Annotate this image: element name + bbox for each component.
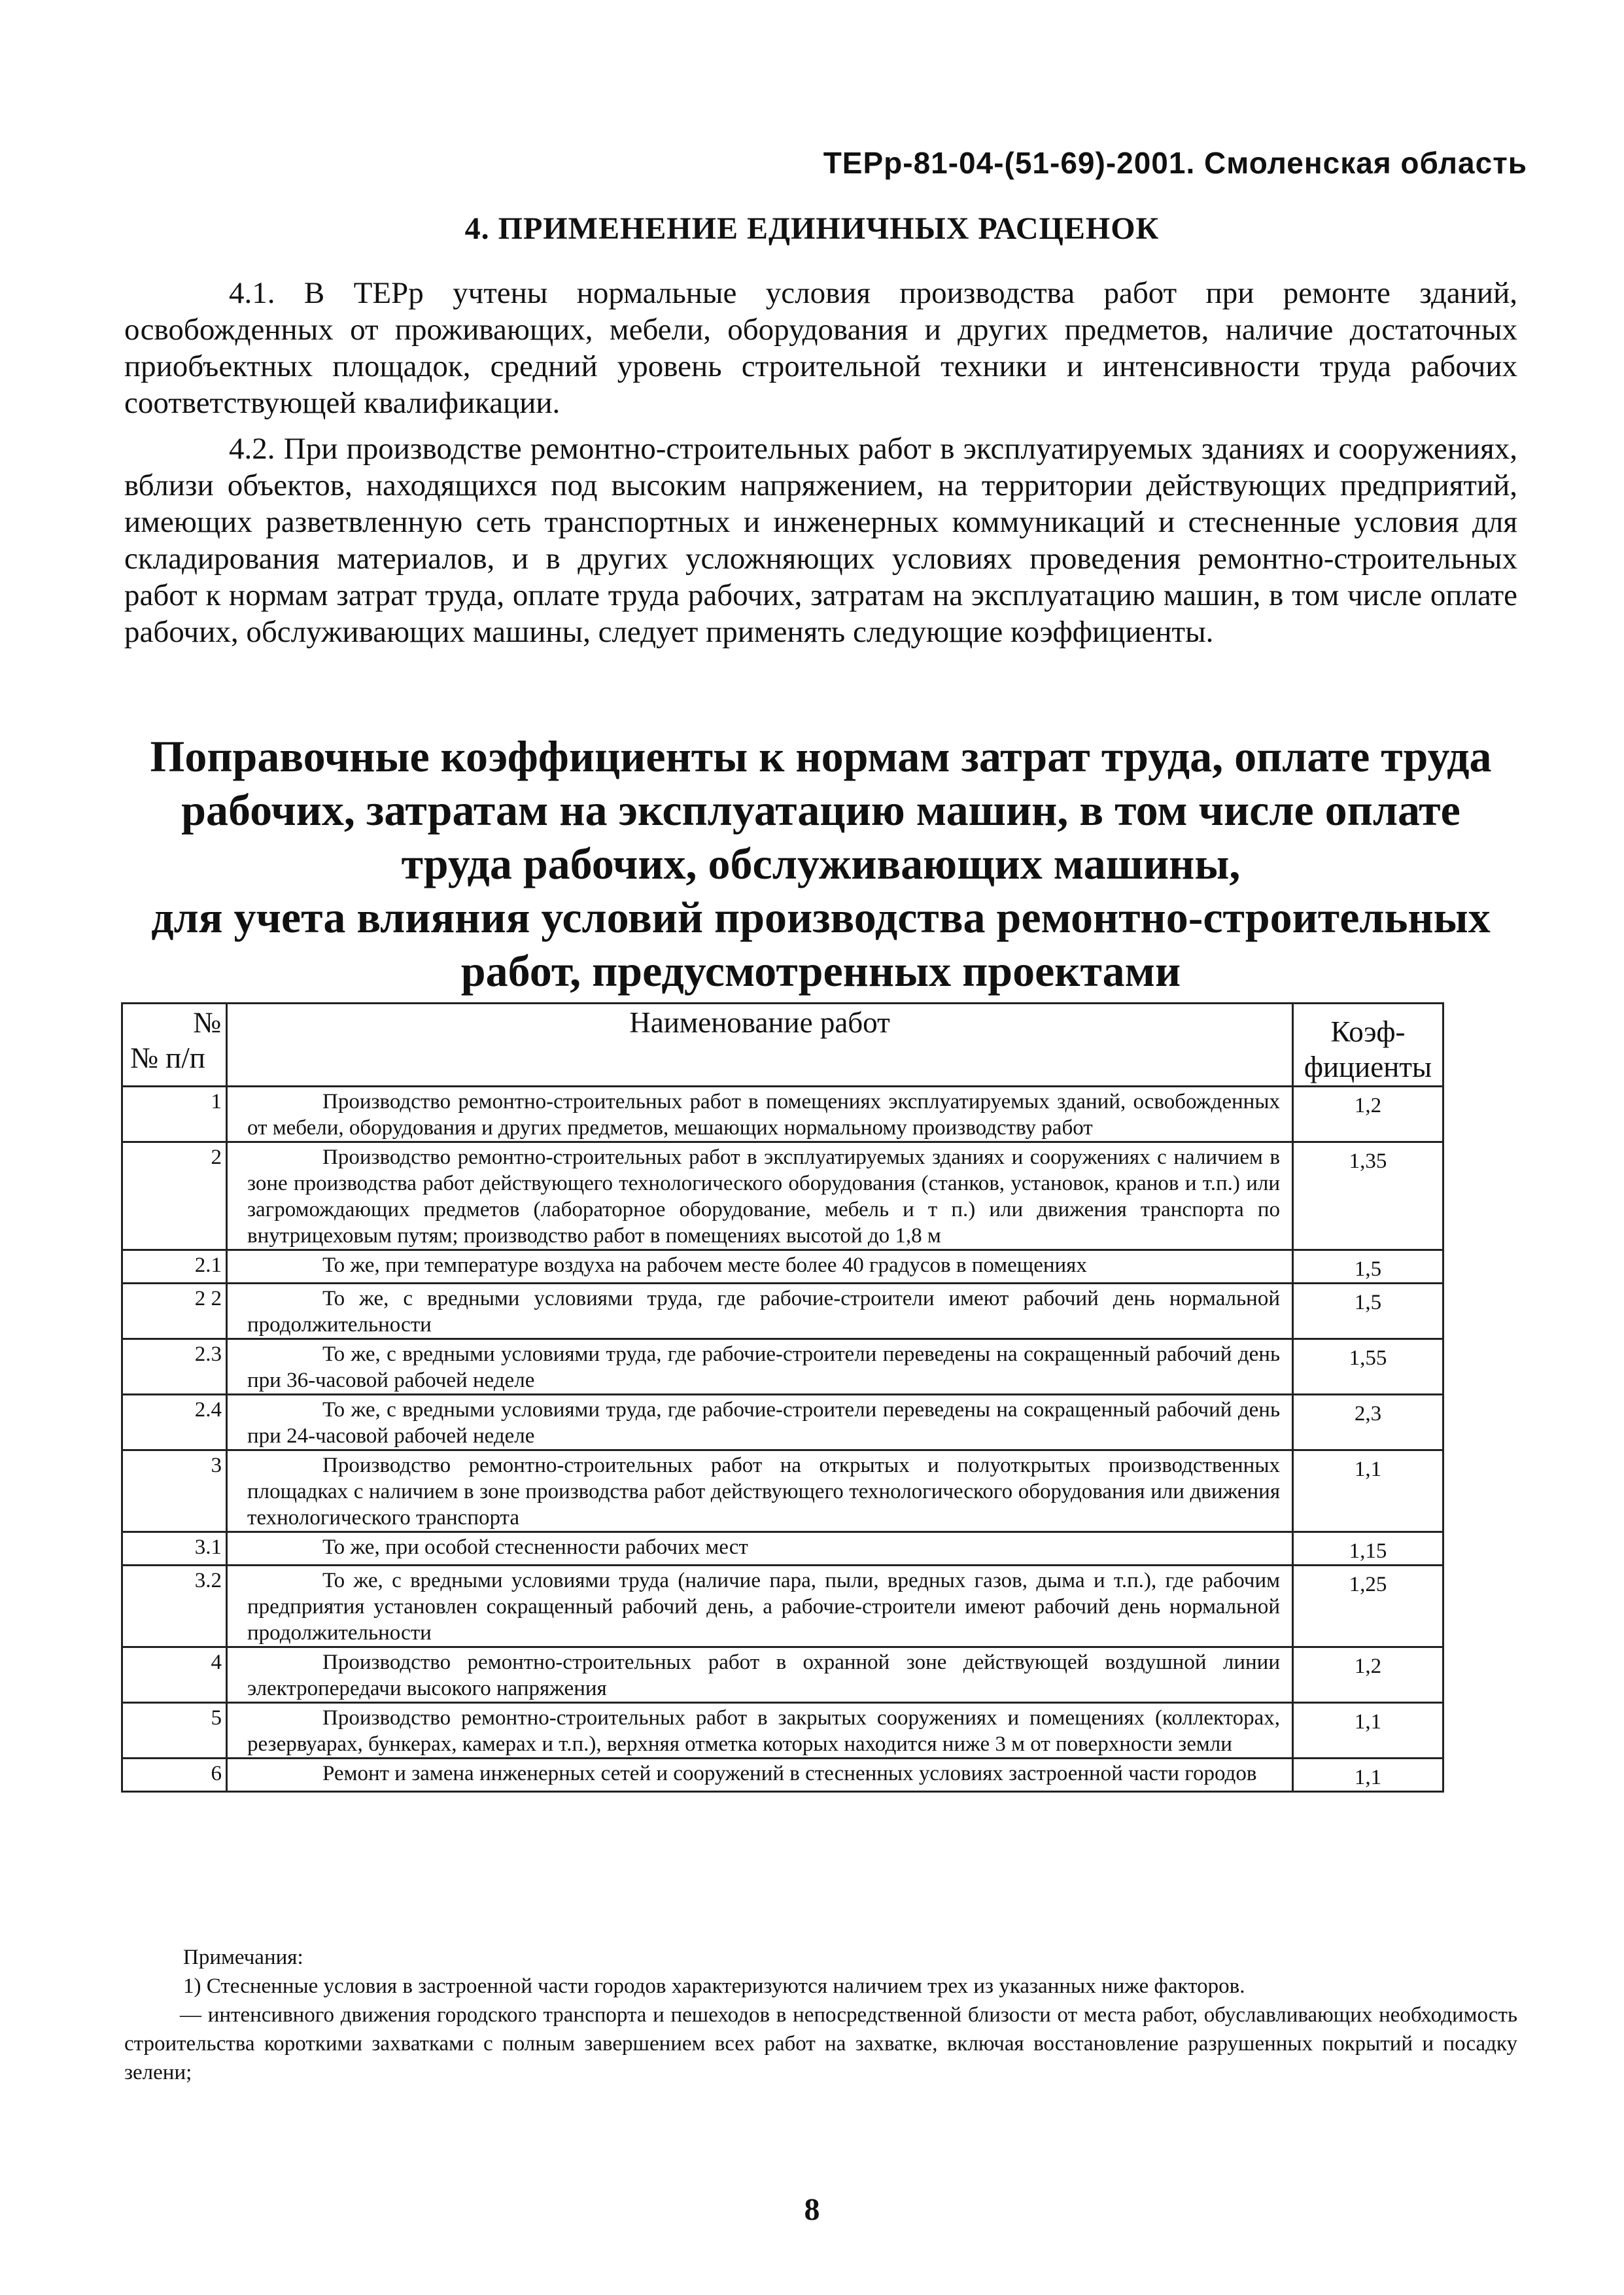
row-work-text: То же, при температуре воздуха на рабочем месте более 40 градусов в помещениях	[322, 1253, 1087, 1277]
row-work-text: То же, с вредными условиями труда, где рабочие-строители переведены на сокращенный рабочий день при 24-часовой рабочей неделе	[247, 1398, 1280, 1448]
row-work-name	[227, 1759, 1293, 1792]
table-row	[122, 1284, 1443, 1339]
note-item-dash: — интенсивного движения городского транспорта и пешеходов в непосредственной близости от места работ, обуславливающих необходимость строительства короткими захватками с полным завершением всех работ на захватке, включая восстановление разрушенных покрытий и посадку зелени;	[124, 2003, 1517, 2084]
row-number: 1	[122, 1087, 227, 1142]
table-row	[122, 1532, 1443, 1566]
document-region: Смоленская область	[1204, 146, 1527, 180]
row-coefficient: 1,35	[1293, 1142, 1443, 1250]
row-coefficient: 1,15	[1293, 1532, 1443, 1566]
table-row	[122, 1250, 1443, 1284]
table-title-line: Поправочные коэффициенты к нормам затрат труда, оплате труда	[150, 731, 1492, 781]
table-row	[122, 1395, 1443, 1450]
column-header-coefficient	[1293, 1004, 1443, 1087]
paragraph-4-1: 4.1. В ТЕРр учтены нормальные условия производства работ при ремонте зданий, освобожденных от проживающих, мебели, оборудования и других предметов, наличие достаточных приобъектных площадок, средний уровень строительной техники и интенсивности труда рабочих соответствующей квалификации.	[124, 276, 1517, 420]
column-header-number	[122, 1004, 227, 1087]
row-work-name	[227, 1250, 1293, 1284]
row-work-name	[227, 1703, 1293, 1759]
row-coefficient: 1,1	[1293, 1703, 1443, 1759]
row-coefficient: 1,5	[1293, 1284, 1443, 1339]
table-row	[122, 1759, 1443, 1792]
table-row	[122, 1142, 1443, 1250]
row-number: 3	[122, 1450, 227, 1532]
coefficients-table	[121, 1002, 1444, 1793]
table-title-line: работ, предусмотренных проектами	[460, 946, 1181, 996]
row-number: 2.3	[122, 1339, 227, 1395]
body-text	[124, 275, 1517, 659]
table-row	[122, 1703, 1443, 1759]
column-header-name: Наименование работ	[227, 1004, 1293, 1087]
row-work-name	[227, 1395, 1293, 1450]
row-coefficient: 1,2	[1293, 1647, 1443, 1703]
row-work-text: То же, с вредными условиями труда, где рабочие-строители переведены на сокращенный рабочий день при 36-часовой рабочей неделе	[247, 1342, 1280, 1392]
row-coefficient: 1,25	[1293, 1566, 1443, 1647]
row-coefficient: 2,3	[1293, 1395, 1443, 1450]
table-title-line: труда рабочих, обслуживающих машины,	[401, 839, 1241, 888]
row-number: 2.1	[122, 1250, 227, 1284]
row-work-text: Производство ремонтно-строительных работ в закрытых сооружениях и помещениях (коллекторах, резервуарах, бункерах, камерах и т.п.), верхняя отметка которых находится ниже 3 м от поверхности земли	[247, 1706, 1280, 1756]
table-title-line: для учета влияния условий производства ремонтно-строительных	[151, 892, 1491, 942]
notes-section	[124, 1943, 1517, 2087]
row-work-name	[227, 1566, 1293, 1647]
row-work-name	[227, 1284, 1293, 1339]
table-row	[122, 1647, 1443, 1703]
row-work-text: То же, при особой стесненности рабочих мест	[322, 1535, 748, 1559]
note-item-1: 1) Стесненные условия в застроенной части городов характеризуются наличием трех из указанных ниже факторов.	[183, 1974, 1245, 1998]
paragraph-4-2: 4.2. При производстве ремонтно-строительных работ в эксплуатируемых зданиях и сооружениях, вблизи объектов, находящихся под высоким напряжением, на территории действующих предприятий, имеющих разветвленную сеть транспортных и инженерных коммуникаций и стесненные условия для складирования материалов, и в других усложняющих условиях проведения ремонтно-строительных работ к нормам затрат труда, оплате труда рабочих, затратам на эксплуатацию машин, в том числе оплате рабочих, обслуживающих машины, следует применять следующие коэффициенты.	[124, 432, 1517, 649]
row-work-text: То же, с вредными условиями труда, где рабочие-строители имеют рабочий день нормальной продолжительности	[247, 1287, 1280, 1337]
row-number: 2.4	[122, 1395, 227, 1450]
table-row	[122, 1566, 1443, 1647]
row-number: 5	[122, 1703, 227, 1759]
row-number: 2	[122, 1142, 227, 1250]
document-header	[823, 145, 1527, 181]
row-work-name	[227, 1142, 1293, 1250]
column-header-coefficient-line2: фициенты	[1304, 1051, 1432, 1083]
table-row	[122, 1450, 1443, 1532]
row-number: 4	[122, 1647, 227, 1703]
column-header-number-line2: № п/п	[130, 1042, 205, 1074]
row-work-text: Производство ремонтно-строительных работ в помещениях эксплуатируемых зданий, освобожденных от мебели, оборудования и других предметов, мешающих нормальному производству работ	[247, 1090, 1280, 1140]
table-header-row	[122, 1004, 1443, 1087]
row-number: 6	[122, 1759, 227, 1792]
row-work-name	[227, 1450, 1293, 1532]
row-work-text: Производство ремонтно-строительных работ в эксплуатируемых зданиях и сооружениях с наличием в зоне производства работ действующего технологического оборудования (станков, установок, кранов и т.п.) или загромождающих предметов (лабораторное оборудование, мебель и т п.) или движения транспорта по внутрицеховым путям; производство работ в помещениях высотой до 1,8 м	[247, 1146, 1280, 1248]
row-number: 2 2	[122, 1284, 227, 1339]
table-row	[122, 1087, 1443, 1142]
row-work-name	[227, 1087, 1293, 1142]
page-number: 8	[804, 2192, 820, 2227]
document-code: ТЕРр-81-04-(51-69)-2001.	[823, 146, 1196, 180]
section-title: 4. ПРИМЕНЕНИЕ ЕДИНИЧНЫХ РАСЦЕНОК	[464, 211, 1160, 246]
row-number: 3.1	[122, 1532, 227, 1566]
row-work-name	[227, 1339, 1293, 1395]
row-work-text: То же, с вредными условиями труда (наличие пара, пыли, вредных газов, дыма и т.п.), где рабочим предприятия установлен сокращенный рабочий день, а рабочие-строители имеют рабочий день нормальной продолжительности	[247, 1569, 1280, 1645]
row-coefficient: 1,5	[1293, 1250, 1443, 1284]
row-work-text: Производство ремонтно-строительных работ на открытых и полуоткрытых производственных площадках с наличием в зоне производства работ действующего технологического оборудования или движения технологического транспорта	[247, 1454, 1280, 1530]
row-work-text: Ремонт и замена инженерных сетей и сооружений в стесненных условиях застроенной части городов	[322, 1762, 1257, 1785]
row-work-name	[227, 1647, 1293, 1703]
column-header-number-line1: №	[193, 1006, 221, 1039]
row-number: 3.2	[122, 1566, 227, 1647]
row-coefficient: 1,1	[1293, 1759, 1443, 1792]
row-work-name	[227, 1532, 1293, 1566]
table-title	[124, 729, 1517, 998]
row-work-text: Производство ремонтно-строительных работ в охранной зоне действующей воздушной линии электропередачи высокого напряжения	[247, 1651, 1280, 1700]
row-coefficient: 1,2	[1293, 1087, 1443, 1142]
table-row	[122, 1339, 1443, 1395]
column-header-coefficient-line1: Коэф-	[1330, 1015, 1406, 1048]
row-coefficient: 1,1	[1293, 1450, 1443, 1532]
row-coefficient: 1,55	[1293, 1339, 1443, 1395]
notes-heading: Примечания:	[183, 1946, 303, 1969]
table-title-line: рабочих, затратам на эксплуатацию машин, в том числе оплате	[181, 785, 1460, 835]
